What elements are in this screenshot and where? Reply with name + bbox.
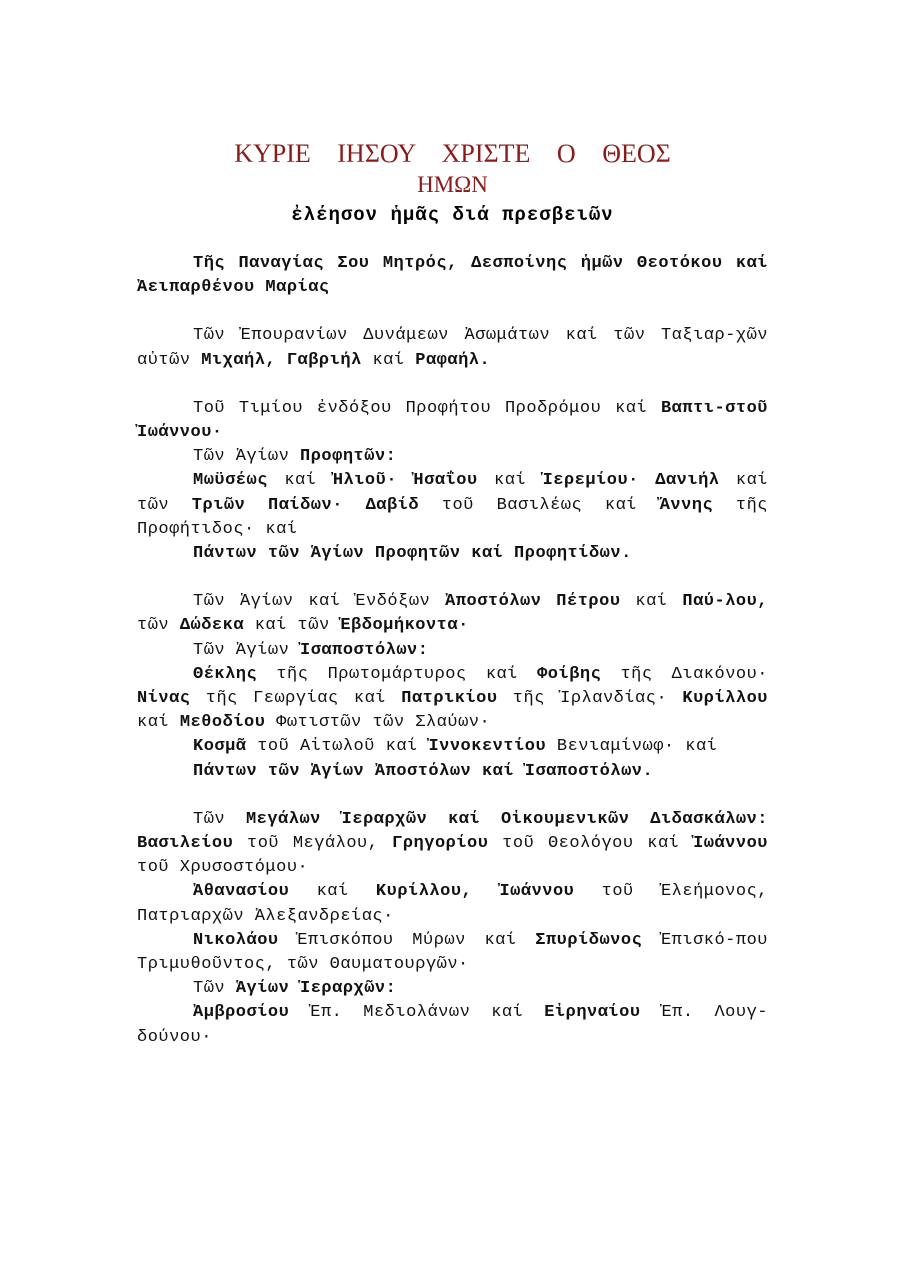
paragraph-forerunner: Τοῦ Τιμίου ἐνδόξου Προφήτου Προδρόμου καί Βαπτι-στοῦ Ἰωάννου· — [137, 398, 768, 443]
paragraph-great-hierarchs: Τῶν Μεγάλων Ἱεραρχῶν καί Οἰκουμενικῶν Διδασκάλων: Βασιλείου τοῦ Μεγάλου, Γρηγορίου τοῦ Θεολόγου καί Ἰωάννου τοῦ Χρυσοστόμου· — [137, 809, 768, 878]
paragraph-theotokos: Τῆς Παναγίας Σου Μητρός, Δεσποίνης ἡμῶν Θεοτόκου καί Ἀειπαρθένου Μαρίας — [137, 254, 768, 298]
document-page — [137, 138, 768, 1050]
paragraph-prophets-heading: Τῶν Ἁγίων Προφητῶν: — [193, 447, 397, 467]
paragraph-ambrose-irenaeus: Ἀμβροσίου Ἐπ. Μεδιολάνων καί Εἰρηναίου Ἐπ. Λουγ-δούνου· — [137, 1003, 768, 1047]
paragraph-equal-apostles-list: Θέκλης τῆς Πρωτομάρτυρος καί Φοίβης τῆς Διακόνου· Νίνας τῆς Γεωργίας καί Πατρικίου τῆς Ἰρλανδίας· Κυρίλλου καί Μεθοδίου Φωτιστῶν τῶν Σλαύων· — [137, 664, 769, 733]
paragraph-kosmas-innocent: Κοσμᾶ τοῦ Αἰτωλοῦ καί Ἰννοκεντίου Βενιαμίνωφ· καί — [193, 737, 718, 757]
page-title-continuation: ΗΜΩΝ — [417, 172, 488, 197]
paragraph-equal-apostles-heading: Τῶν Ἁγίων Ἰσαποστόλων: — [193, 640, 429, 660]
paragraph-alexandria-patriarchs: Ἀθανασίου καί Κυρίλλου, Ἰωάννου τοῦ Ἐλεήμονος, Πατριαρχῶν Ἀλεξανδρείας· — [137, 882, 768, 926]
paragraph-apostles: Τῶν Ἁγίων καί Ἐνδόξων Ἀποστόλων Πέτρου καί Παύ-λου, τῶν Δώδεκα καί τῶν Ἑβδομήκοντα· — [137, 592, 769, 636]
page-title: ΚΥΡΙΕ ΙΗΣΟΥ ΧΡΙΣΤΕ Ο ΘΕΟΣ — [234, 139, 671, 168]
paragraph-hierarchs-heading: Τῶν Ἁγίων Ἱεραρχῶν: — [193, 979, 397, 999]
paragraph-wonderworkers: Νικολάου Ἐπισκόπου Μύρων καί Σπυρίδωνος Ἐπισκό-που Τριμυθοῦντος, τῶν Θαυματουργῶν· — [137, 930, 768, 975]
page-subtitle: ἐλέησον ἡμᾶς διά πρεσβειῶν — [291, 204, 614, 226]
paragraph-all-prophets: Πάντων τῶν Ἁγίων Προφητῶν καί Προφητίδων. — [193, 544, 632, 564]
paragraph-bodiless-powers: Τῶν Ἐπουρανίων Δυνάμεων Ἀσωμάτων καί τῶν Ταξιαρ-χῶν αὐτῶν Μιχαήλ, Γαβριήλ καί Ραφαήλ. — [137, 326, 768, 370]
paragraph-prophets-list: Μωϋσέως καί Ἠλιοῦ· Ἠσαΐου καί Ἱερεμίου· Δανιήλ καί τῶν Τριῶν Παίδων· Δαβίδ τοῦ Βασιλέως καί Ἄννης τῆς Προφήτιδος· καί — [137, 471, 769, 539]
paragraph-all-apostles: Πάντων τῶν Ἁγίων Ἀποστόλων καί Ἰσαποστόλων. — [193, 761, 654, 781]
